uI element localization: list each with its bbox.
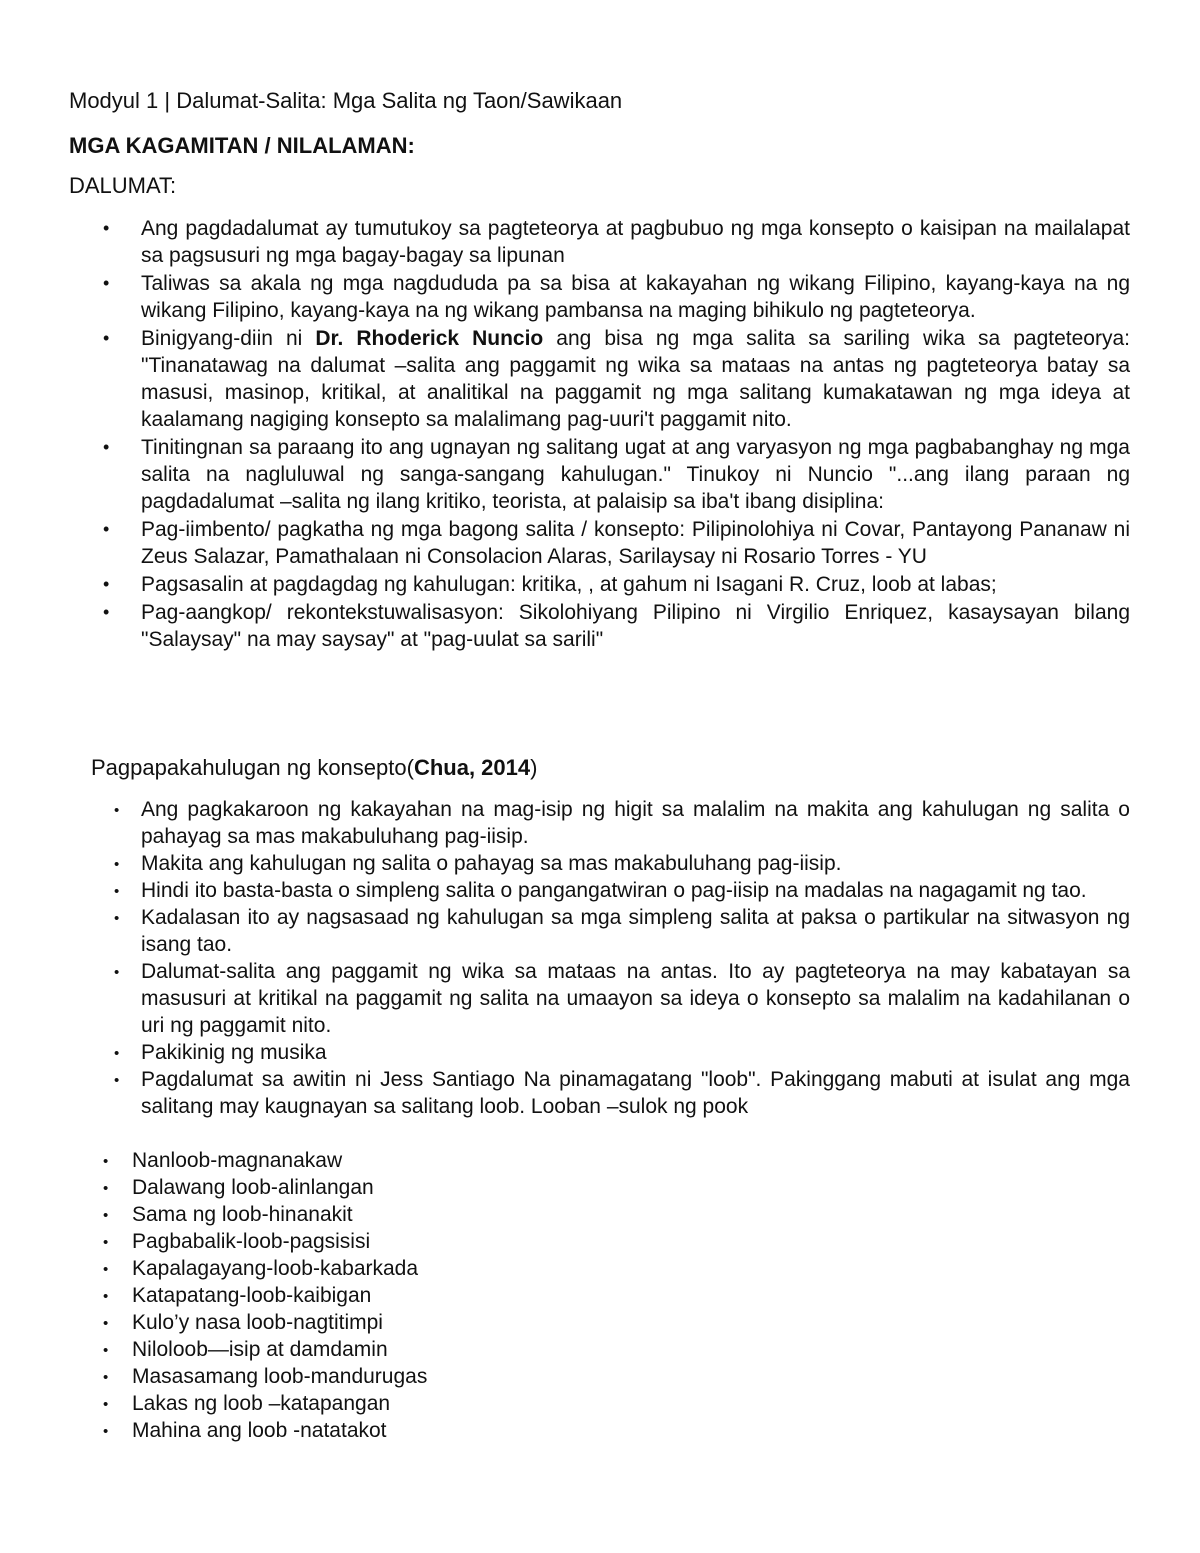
bullet-icon: • <box>103 1396 109 1413</box>
dalumat-list <box>100 215 1130 654</box>
bullet-icon: • <box>103 602 110 622</box>
bullet-icon: • <box>103 574 110 594</box>
bullet-icon: • <box>103 1342 109 1359</box>
bullet-icon: • <box>103 1315 109 1332</box>
bullet-icon: • <box>103 1423 109 1440</box>
list-item: • Hindi ito basta-basta o simpleng salita o pangangatwiran o pag-iisip na madalas na nagagamit ng tao. <box>100 877 1130 904</box>
bullet-icon: • <box>103 437 110 457</box>
list-item: • Kapalagayang-loob-kabarkada <box>100 1255 1000 1282</box>
list-item: • Ang pagdadalumat ay tumutukoy sa pagteteorya at pagbubuo ng mga konsepto o kaisipan na mailalapat sa pagsusuri ng mga bagay-bagay sa lipunan <box>103 217 1130 267</box>
list-item: • Pag-iimbento/ pagkatha ng mga bagong salita / konsepto: Pilipinolohiya ni Covar, Pantayong Pananaw ni Zeus Salazar, Pamathalaan ni Consolacion Alaras, Sarilaysay ni Rosario Torres - YU <box>103 518 1130 568</box>
bullet-icon: • <box>103 1234 109 1251</box>
bullet-icon: • <box>114 802 120 819</box>
loob-list <box>100 1147 1000 1444</box>
list-item: • Kadalasan ito ay nagsasaad ng kahulugan sa mga simpleng salita at paksa o partikular na sitwasyon ng isang tao. <box>114 906 1130 956</box>
list-item: • Pag-aangkop/ rekontekstuwalisasyon: Sikolohiyang Pilipino ni Virgilio Enriquez, kasaysayan bilang "Salaysay" na may saysay" at "pag-uulat sa sarili" <box>103 601 1130 651</box>
list-item: • Katapatang-loob-kaibigan <box>100 1282 1000 1309</box>
list-item: • Tinitingnan sa paraang ito ang ugnayan ng salitang ugat at ang varyasyon ng mga pagbabanghay ng mga salita na nagluluwal ng sanga-sangang kahulugan." Tinukoy ni Nuncio "...ang ilang paraan ng pagdadalumat –salita ng ilang kritiko, teorista, at palaisip sa iba't ibang disiplina: <box>103 436 1130 513</box>
bullet-icon: • <box>114 1072 120 1089</box>
list-item: • Pagsasalin at pagdagdag ng kahulugan: kritika, , at gahum ni Isagani R. Cruz, loob at labas; <box>103 573 997 596</box>
list-item: • Sama ng loob-hinanakit <box>100 1201 1000 1228</box>
bullet-icon: • <box>103 519 110 539</box>
list-item: • Dalawang loob-alinlangan <box>100 1174 1000 1201</box>
citation: Chua, 2014 <box>413 755 531 780</box>
bullet-icon: • <box>114 964 120 981</box>
dalumat-subheading: DALUMAT: <box>69 173 177 198</box>
author-name: Dr. Rhoderick Nuncio <box>315 327 544 350</box>
bullet-icon: • <box>103 218 110 238</box>
bullet-icon: • <box>103 1153 109 1170</box>
konsepto-list <box>100 796 1130 1120</box>
list-item: • Taliwas sa akala ng mga nagdududa pa sa bisa at kakayahan ng wikang Filipino, kayang-kaya na ng wikang Filipino, kayang-kaya na ng wikang pambansa na maging bihikulo ng pagteteorya. <box>103 272 1130 322</box>
bullet-icon: • <box>103 1180 109 1197</box>
list-item: • Ang pagkakaroon ng kakayahan na mag-isip ng higit sa malalim na makita ang kahulugan ng salita o pahayag sa mas makabuluhang pag-iisip. <box>114 798 1130 848</box>
list-item: • Dalumat-salita ang paggamit ng wika sa mataas na antas. Ito ay pagteteorya na may kabatayan sa masusuri at kritikal na paggamit ng salita na umaayon sa ideya o konsepto sa malalim na kadahilanan o uri ng paggamit nito. <box>114 960 1130 1037</box>
list-item: • Pakikinig ng musika <box>100 1039 1130 1066</box>
list-item: • Makita ang kahulugan ng salita o pahayag sa mas makabuluhang pag-iisip. <box>100 850 1130 877</box>
section-heading: MGA KAGAMITAN / NILALAMAN: <box>69 133 415 158</box>
list-item: • Binigyang-diin ni Dr. Rhoderick Nuncio ang bisa ng mga salita sa sariling wika sa pagteteorya: "Tinanatawag na dalumat –salita ang paggamit ng wika sa mataas na antas ng pagteteorya batay sa masusi, masinop, kritikal, at analitikal na paggamit ng mga salitang kumakatawan ng mga ideya at kaalamang nagiging konsepto sa malalimang pag-uuri't paggamit nito. <box>103 327 1130 431</box>
bullet-icon: • <box>103 328 110 348</box>
list-item: • Masasamang loob-mandurugas <box>100 1363 1000 1390</box>
bullet-icon: • <box>114 910 120 927</box>
list-item: • Lakas ng loob –katapangan <box>100 1390 1000 1417</box>
list-item: • Niloloob—isip at damdamin <box>100 1336 1000 1363</box>
list-item: • Pagbabalik-loob-pagsisisi <box>100 1228 1000 1255</box>
bullet-icon: • <box>103 1369 109 1386</box>
bullet-icon: • <box>114 1045 120 1062</box>
module-title: Modyul 1 | Dalumat-Salita: Mga Salita ng Taon/Sawikaan <box>69 88 623 113</box>
bullet-icon: • <box>103 1207 109 1224</box>
list-item: • Pagdalumat sa awitin ni Jess Santiago Na pinamagatang "loob". Pakinggang mabuti at isulat ang mga salitang may kaugnayan sa salitang loob. Looban –sulok ng pook <box>114 1068 1130 1118</box>
bullet-icon: • <box>103 1288 109 1305</box>
bullet-icon: • <box>103 273 110 293</box>
bullet-icon: • <box>103 1261 109 1278</box>
bullet-icon: • <box>114 856 120 873</box>
list-item: • Mahina ang loob -natatakot <box>100 1417 1000 1444</box>
konsepto-heading: Pagpapakahulugan ng konsepto(Chua, 2014) <box>91 755 538 780</box>
list-item: • Kulo’y nasa loob-nagtitimpi <box>100 1309 1000 1336</box>
list-item: • Nanloob-magnanakaw <box>100 1147 1000 1174</box>
bullet-icon: • <box>114 883 120 900</box>
